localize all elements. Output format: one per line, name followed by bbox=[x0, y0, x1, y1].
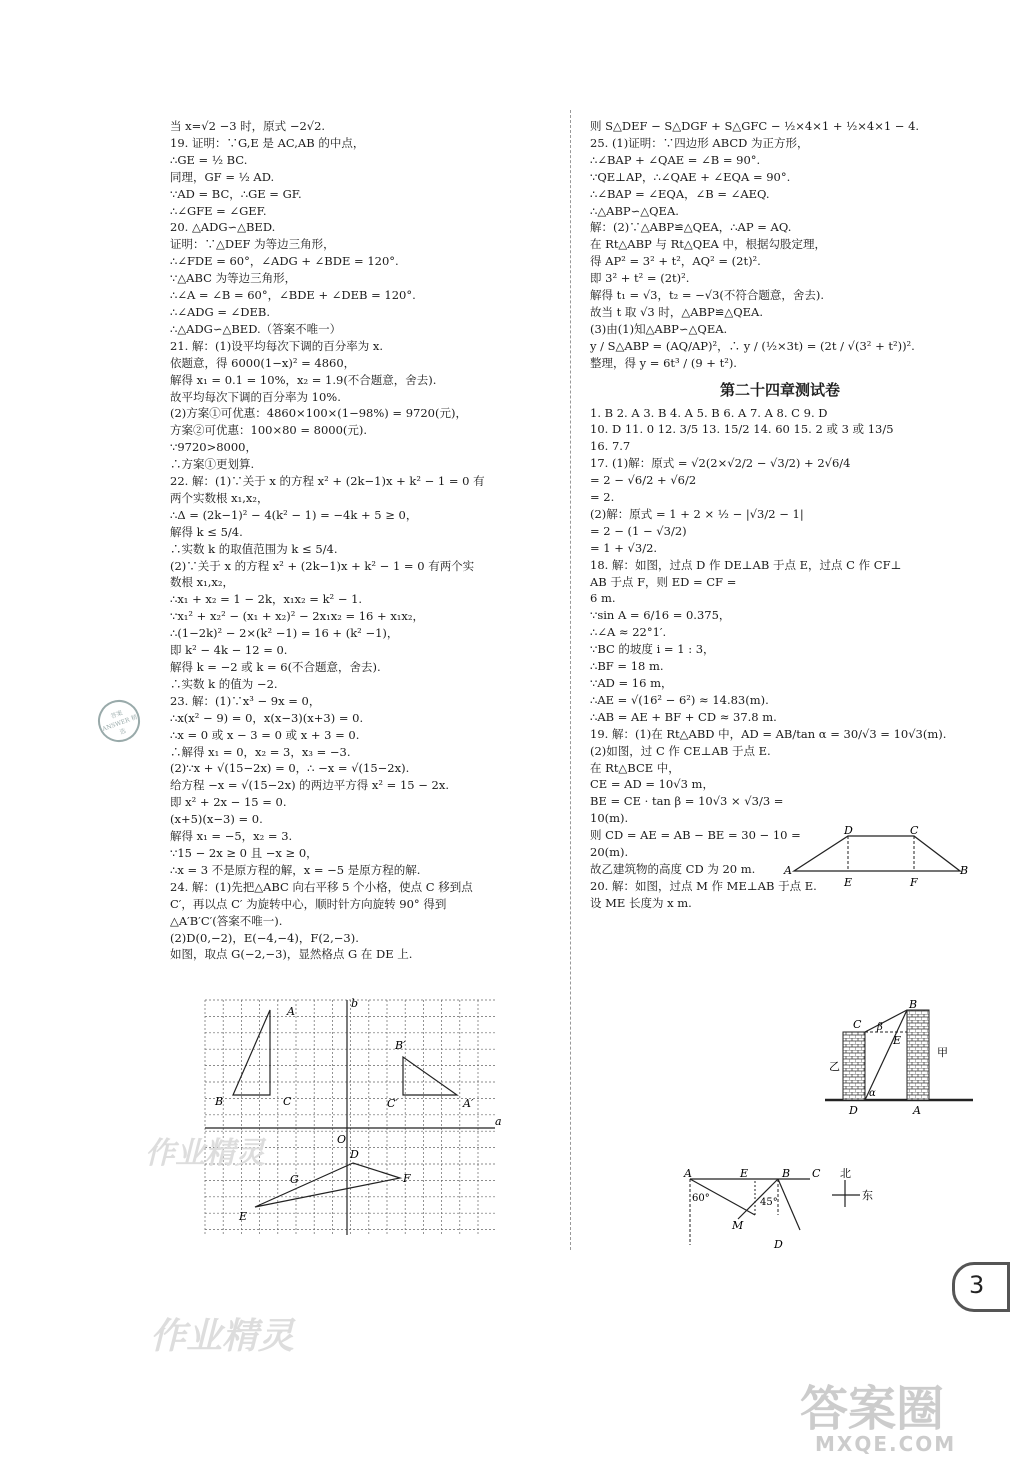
right-top-line: y / S△ABP = (AQ/AP)²，∴ y / (½×3t) = (2t / √(3² + t²))². bbox=[590, 338, 915, 353]
trap-label-c: C bbox=[910, 824, 919, 837]
right-bottom-line: 18. 解：如图，过点 D 作 DE⊥AB 于点 E，过点 C 作 CF⊥ bbox=[590, 557, 902, 572]
left-col-line: (2)∵x + √(15−2x) = 0，∴ −x = √(15−2x). bbox=[170, 761, 410, 776]
right-bottom-line: CE = AD = 10√3 m， bbox=[590, 777, 714, 792]
watermark-top: 作业精灵 bbox=[145, 1136, 265, 1171]
left-column bbox=[170, 118, 565, 963]
left-col-line: 24. 解：(1)先把△ABC 向右平移 5 个小格，使点 C 移到点 bbox=[170, 879, 473, 894]
triangle-def bbox=[255, 1163, 400, 1207]
left-col-line: (2)∵关于 x 的方程 x² + (2k−1)x + k² − 1 = 0 有两个实 bbox=[170, 558, 475, 573]
right-bottom-line: ∵AD = 16 m， bbox=[590, 676, 673, 690]
right-bottom-line: ∴BF = 18 m. bbox=[590, 659, 664, 674]
nav-label-d: D bbox=[774, 1238, 783, 1251]
left-col-line: C′，再以点 C′ 为旋转中心，顺时针方向旋转 90° 得到 bbox=[170, 896, 447, 911]
compass-east: 东 bbox=[862, 1189, 873, 1202]
left-col-line: ∴∠GFE = ∠GEF. bbox=[170, 203, 267, 218]
page-number-tab bbox=[952, 1262, 1010, 1312]
left-col-line: 方案②可优惠：100×80 = 8000(元). bbox=[170, 423, 368, 438]
coordinate-grid-figure bbox=[195, 995, 505, 1245]
trap-label-b: B bbox=[960, 864, 969, 877]
right-top-line: 解得 t₁ = √3，t₂ = −√3(不符合题意，舍去). bbox=[590, 288, 825, 303]
trap-label-a: A bbox=[784, 864, 792, 877]
right-bottom-line: = 2 − √6/2 + √6/2 bbox=[590, 473, 697, 488]
right-bottom-line: ∴∠A ≈ 22°1′. bbox=[590, 625, 667, 640]
right-top-line: ∵QE⊥AP，∴∠QAE + ∠EQA = 90°. bbox=[590, 169, 791, 184]
left-col-line: 解得 k ≤ 5/4. bbox=[170, 524, 243, 539]
left-col-line: 给方程 −x = √(15−2x) 的两边平方得 x² = 15 − 2x. bbox=[170, 778, 449, 793]
right-top-line: 则 S△DEF − S△DGF + S△GFC − ½×4×1 + ½×4×1 − 4. bbox=[590, 119, 920, 133]
left-col-line: ∵9720>8000， bbox=[170, 440, 257, 455]
nav-label-c: C bbox=[812, 1167, 821, 1180]
bld-label-b: B bbox=[909, 998, 918, 1011]
right-bottom-line: 20. 解：如图，过点 M 作 ME⊥AB 于点 E. bbox=[590, 878, 817, 893]
left-col-line: ∴x = 0 或 x − 3 = 0 或 x + 3 = 0. bbox=[170, 727, 360, 742]
right-bottom-line: = 2. bbox=[590, 490, 615, 505]
left-col-line: 即 k² − 4k − 12 = 0. bbox=[170, 643, 288, 658]
left-col-line: 同理，GF = ½ AD. bbox=[170, 169, 275, 184]
right-bottom-line: 10(m). bbox=[590, 811, 629, 826]
bld-label-a: A bbox=[913, 1104, 921, 1117]
left-col-line: ∴GE = ½ BC. bbox=[170, 152, 248, 167]
right-bottom-line: 故乙建筑物的高度 CD 为 20 m. bbox=[590, 861, 756, 876]
right-top-line: ∴△ABP∽△QEA. bbox=[590, 203, 679, 218]
point-label-c: C bbox=[283, 1095, 292, 1108]
left-col-line: 故平均每次下调的百分率为 10%. bbox=[170, 389, 341, 404]
trapezoid-figure bbox=[782, 826, 972, 906]
left-col-line: 解得 x₁ = −5，x₂ = 3. bbox=[170, 829, 293, 844]
left-col-line: △A′B′C′(答案不唯一). bbox=[170, 913, 283, 928]
column-divider bbox=[570, 110, 571, 1250]
right-top-line: 在 Rt△ABP 与 Rt△QEA 中，根据勾股定理， bbox=[590, 237, 826, 252]
right-top-line: ∴∠BAP = ∠EQA，∠B = ∠AEQ. bbox=[590, 186, 770, 201]
answer-stamp: 答案 ANSWER 精选 bbox=[92, 694, 146, 748]
nav-label-a: A bbox=[684, 1167, 692, 1180]
right-top-line: 整理，得 y = 6t³ / (9 + t²). bbox=[590, 355, 737, 370]
right-bottom-line: = 1 + √3/2. bbox=[590, 540, 658, 555]
bld-label-yi: 乙 bbox=[829, 1060, 840, 1073]
right-column bbox=[590, 118, 970, 912]
point-label-e: E bbox=[239, 1210, 248, 1223]
left-col-line: 如图，取点 G(−2,−3)，显然格点 G 在 DE 上. bbox=[170, 947, 413, 962]
right-bottom-line: ∵BC 的坡度 i = 1 : 3， bbox=[590, 642, 715, 657]
left-col-line: 解得 k = −2 或 k = 6(不合题意，舍去). bbox=[170, 660, 381, 674]
right-bottom-line: BE = CE · tan β = 10√3 × √3/3 = bbox=[590, 794, 784, 809]
bld-label-c: C bbox=[853, 1018, 862, 1031]
watermark-logo: 答案圈 bbox=[800, 1381, 945, 1437]
origin-label: O bbox=[337, 1133, 347, 1146]
right-top-line: (3)由(1)知△ABP∽△QEA. bbox=[590, 321, 728, 336]
left-col-line: 数根 x₁,x₂， bbox=[170, 575, 235, 590]
bld-label-alpha: α bbox=[869, 1088, 876, 1099]
navigation-figure bbox=[680, 1165, 880, 1250]
right-bottom-line: = 2 − (1 − √3/2) bbox=[590, 523, 687, 538]
left-col-line: ∴(1−2k)² − 2×(k² −1) = 16 + (k² −1)， bbox=[170, 626, 399, 641]
left-col-line: 20. △ADG∽△BED. bbox=[170, 220, 276, 235]
compass-north: 北 bbox=[840, 1167, 851, 1180]
nav-label-e: E bbox=[740, 1167, 749, 1180]
right-bottom-line: (2)如图，过 C 作 CE⊥AB 于点 E. bbox=[590, 743, 771, 758]
right-bottom-line: 设 ME 长度为 x m. bbox=[590, 895, 692, 910]
right-top-line: 即 3² + t² = (2t)². bbox=[590, 271, 690, 286]
nav-label-m: M bbox=[732, 1219, 744, 1232]
right-bottom-line: ∴AB = AE + BF + CD ≈ 37.8 m. bbox=[590, 709, 777, 724]
left-col-line: 21. 解：(1)设平均每次下调的百分率为 x. bbox=[170, 338, 384, 353]
point-label-f: F bbox=[403, 1172, 411, 1185]
nav-angle-60: 60° bbox=[692, 1193, 710, 1204]
point-label-g: G bbox=[290, 1173, 299, 1186]
right-bottom-line: 19. 解：(1)在 Rt△ABD 中，AD = AB/tan α = 30/√3 = 10√3(m). bbox=[590, 726, 947, 741]
point-label-d: D bbox=[350, 1148, 359, 1161]
right-bottom-line: 则 CD = AE = AB − BE = 30 − 10 = bbox=[590, 828, 801, 843]
left-col-line: 22. 解：(1)∵关于 x 的方程 x² + (2k−1)x + k² − 1 = 0 有 bbox=[170, 474, 485, 489]
watermark-bottom: 作业精灵 bbox=[150, 1316, 295, 1357]
left-col-line: ∴x(x² − 9) = 0，x(x−3)(x+3) = 0. bbox=[170, 710, 364, 725]
right-bottom-line: 16. 7.7 bbox=[590, 439, 631, 454]
right-top-line: 解：(2)∵△ABP≌△QEA，∴AP = AQ. bbox=[590, 220, 792, 235]
left-col-line: ∴解得 x₁ = 0，x₂ = 3，x₃ = −3. bbox=[170, 744, 351, 759]
right-bottom-line: (2)解：原式 = 1 + 2 × ½ − |√3/2 − 1| bbox=[590, 506, 804, 521]
left-col-line: 证明：∵△DEF 为等边三角形， bbox=[170, 237, 335, 252]
left-col-line: ∴x₁ + x₂ = 1 − 2k，x₁x₂ = k² − 1. bbox=[170, 592, 363, 607]
left-col-line: ∵△ABC 为等边三角形， bbox=[170, 271, 297, 286]
right-top-line: 故当 t 取 √3 时，△ABP≌△QEA. bbox=[590, 304, 763, 319]
axis-label-a: a bbox=[495, 1115, 502, 1128]
right-bottom-line: 6 m. bbox=[590, 591, 616, 606]
axis-label-b: b bbox=[351, 997, 359, 1010]
left-col-line: ∵15 − 2x ≥ 0 且 −x ≥ 0， bbox=[170, 845, 318, 860]
triangle-a1b1c1 bbox=[403, 1057, 457, 1095]
right-bottom-line: 在 Rt△BCE 中， bbox=[590, 760, 680, 775]
right-bottom-line: 20(m). bbox=[590, 845, 629, 860]
bld-label-d: D bbox=[849, 1104, 858, 1117]
right-bottom-line: 10. D 11. 0 12. 3/5 13. 15/2 14. 60 15. 2 或 3 或 13/5 bbox=[590, 422, 894, 437]
left-col-line: ∴x = 3 不是原方程的解，x = −5 是原方程的解. bbox=[170, 862, 421, 877]
buildings-figure bbox=[825, 998, 975, 1118]
triangle-abc bbox=[233, 1010, 270, 1095]
trap-label-f: F bbox=[910, 876, 918, 889]
left-col-line: 即 x² + 2x − 15 = 0. bbox=[170, 795, 287, 810]
bld-label-e: E bbox=[893, 1034, 902, 1047]
right-bottom-line: 1. B 2. A 3. B 4. A 5. B 6. A 7. A 8. C 9. D bbox=[590, 405, 828, 420]
right-top-line: ∴∠BAP + ∠QAE = ∠B = 90°. bbox=[590, 152, 761, 167]
left-col-line: 23. 解：(1)∵x³ − 9x = 0， bbox=[170, 693, 321, 708]
left-col-line: ∴实数 k 的值为 −2. bbox=[170, 676, 278, 691]
point-label-c-prime: C′ bbox=[387, 1097, 398, 1110]
nav-angle-45: 45° bbox=[760, 1197, 778, 1208]
left-col-line: (2)方案①可优惠：4860×100×(1−98%) = 9720(元)， bbox=[170, 406, 467, 421]
left-col-line: 19. 证明：∵G,E 是 AC,AB 的中点， bbox=[170, 135, 365, 150]
point-label-a-prime: A′ bbox=[463, 1097, 474, 1110]
bld-label-beta: β bbox=[877, 1022, 883, 1033]
chapter-title: 第二十四章测试卷 bbox=[719, 380, 840, 399]
left-col-line: ∴∠FDE = 60°，∠ADG + ∠BDE = 120°. bbox=[170, 254, 399, 269]
left-col-line: 两个实数根 x₁,x₂， bbox=[170, 490, 269, 505]
right-top-line: 得 AP² = 3² + t²，AQ² = (2t)². bbox=[590, 254, 761, 269]
left-col-line: 解得 x₁ = 0.1 = 10%，x₂ = 1.9(不合题意，舍去). bbox=[170, 372, 437, 387]
left-col-line: ∵x₁² + x₂² − (x₁ + x₂)² − 2x₁x₂ = 16 + x₁x₂， bbox=[170, 609, 425, 624]
right-bottom-line: ∵sin A = 6/16 = 0.375， bbox=[590, 608, 731, 623]
watermark-url: MXQE.COM bbox=[815, 1432, 957, 1456]
point-label-b: B bbox=[215, 1095, 224, 1108]
trap-label-e: E bbox=[844, 876, 853, 889]
left-col-line: (x+5)(x−3) = 0. bbox=[170, 812, 263, 827]
left-col-line: ∴∠A = ∠B = 60°，∠BDE + ∠DEB = 120°. bbox=[170, 288, 416, 303]
left-col-line: ∴△ADG∽△BED.（答案不唯一） bbox=[170, 321, 342, 336]
left-col-line: 当 x=√2 −3 时，原式 −2√2. bbox=[170, 119, 326, 133]
right-bottom-line: 17. (1)解：原式 = √2(2×√2/2 − √3/2) + 2√6/4 bbox=[590, 456, 851, 471]
point-label-b-prime: B′ bbox=[395, 1039, 406, 1052]
right-bottom-line: AB 于点 F，则 ED = CF = bbox=[590, 574, 737, 589]
point-label-a: A bbox=[287, 1005, 295, 1018]
nav-label-b: B bbox=[782, 1167, 791, 1180]
bld-label-jia: 甲 bbox=[937, 1046, 948, 1059]
left-col-line: (2)D(0,−2)，E(−4,−4)，F(2,−3). bbox=[170, 930, 359, 945]
left-col-line: ∵AD = BC，∴GE = GF. bbox=[170, 186, 302, 201]
left-col-line: ∴实数 k 的取值范围为 k ≤ 5/4. bbox=[170, 541, 338, 556]
right-top-line: 25. (1)证明：∵四边形 ABCD 为正方形， bbox=[590, 135, 809, 150]
left-col-line: ∴Δ = (2k−1)² − 4(k² − 1) = −4k + 5 ≥ 0， bbox=[170, 507, 418, 522]
left-col-line: ∴∠ADG = ∠DEB. bbox=[170, 304, 270, 319]
trap-label-d: D bbox=[844, 824, 853, 837]
left-col-line: ∴方案①更划算. bbox=[170, 457, 255, 472]
right-bottom-line: ∴AE = √(16² − 6²) ≈ 14.83(m). bbox=[590, 692, 769, 707]
left-col-line: 依题意，得 6000(1−x)² = 4860， bbox=[170, 355, 356, 370]
page-number: 3 bbox=[969, 1271, 985, 1299]
